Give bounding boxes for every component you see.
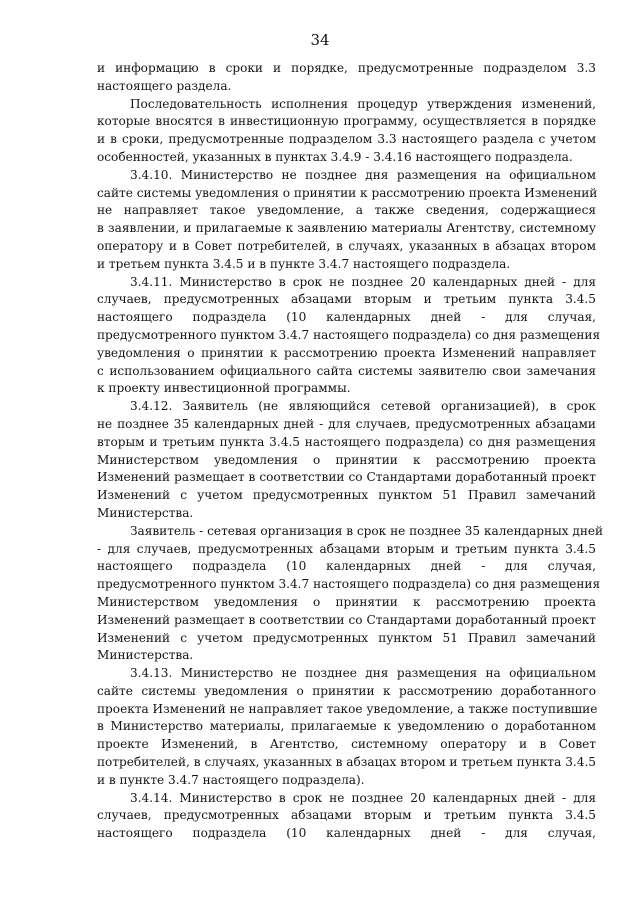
text-line: и в сроки, предусмотренные подразделом 3.3 настоящего раздела с учетом	[97, 132, 596, 147]
text-line: в Министерство материалы, прилагаемые к уведомлению о доработанном	[97, 719, 596, 734]
paragraph	[97, 60, 596, 96]
text-line: не направляет такое уведомление, а также сведения, содержащиеся	[97, 203, 596, 218]
text-line: 3.4.14. Министерство в срок не позднее 20 календарных дней - для	[130, 790, 596, 805]
text-line: 3.4.13. Министерство не позднее дня размещения на официальном	[130, 666, 596, 681]
text-line: настоящего подраздела (10 календарных дней - для случая,	[97, 559, 596, 574]
text-line: настоящего подраздела (10 календарных дней - для случая,	[97, 826, 596, 841]
text-line: Последовательность исполнения процедур утверждения изменений,	[130, 96, 596, 111]
text-line: и в пункте 3.4.7 настоящего подраздела).	[97, 772, 365, 787]
text-line: в заявлении, и прилагаемые к заявлению материалы Агентству, системному	[97, 221, 596, 236]
text-line: настоящего подраздела (10 календарных дней - для случая,	[97, 310, 596, 325]
text-line: Изменений размещает в соответствии со Стандартами доработанный проект	[97, 470, 596, 485]
text-line: сайте системы уведомления о принятии к рассмотрению проекта Изменений	[97, 185, 598, 200]
text-line: Министерства.	[97, 648, 194, 663]
text-line: которые вносятся в инвестиционную программу, осуществляется в порядке	[97, 114, 596, 129]
text-line: Изменений с учетом предусмотренных пунктом 51 Правил замечаний	[97, 488, 596, 503]
text-line: - для случаев, предусмотренных абзацами вторым и третьим пункта 3.4.5	[97, 541, 596, 556]
text-line: особенностей, указанных в пунктах 3.4.9 - 3.4.16 настоящего подраздела.	[97, 149, 573, 164]
paragraph	[97, 398, 596, 523]
document-body	[97, 60, 604, 843]
paragraph	[97, 665, 596, 790]
text-line: Министерством уведомления о принятии к рассмотрению проекта	[97, 452, 596, 467]
text-line: сайте системы уведомления о принятии к рассмотрению доработанного	[97, 683, 596, 698]
text-line: не позднее 35 календарных дней - для случаев, предусмотренных абзацами	[97, 416, 596, 431]
text-line: 3.4.10. Министерство не позднее дня размещения на официальном	[130, 167, 596, 182]
text-line: вторым и третьим пункта 3.4.5 настоящего подраздела) со дня размещения	[97, 434, 596, 449]
paragraph	[97, 523, 604, 665]
text-line: проекте Изменений, в Агентство, системному оператору и в Совет	[97, 737, 596, 752]
text-line: Министерства.	[97, 505, 194, 520]
page-number: 34	[310, 31, 330, 49]
text-line: настоящего раздела.	[97, 78, 232, 93]
text-line: и информацию в сроки и порядке, предусмотренные подразделом 3.3	[97, 61, 596, 75]
text-line: 3.4.12. Заявитель (не являющийся сетевой организацией), в срок	[130, 399, 596, 414]
paragraph	[97, 96, 596, 167]
text-line: Изменений размещает в соответствии со Стандартами доработанный проект	[97, 612, 596, 627]
text-line: к проекту инвестиционной программы.	[97, 381, 351, 396]
text-line: Изменений с учетом предусмотренных пунктом 51 Правил замечаний	[97, 630, 596, 645]
text-line: уведомления о принятии к рассмотрению проекта Изменений направляет	[97, 345, 596, 360]
text-line: Министерством уведомления о принятии к рассмотрению проекта	[97, 594, 596, 609]
text-line: предусмотренного пунктом 3.4.7 настоящего подраздела) со дня размещения	[97, 577, 601, 592]
text-line: оператору и в Совет потребителей, в случаях, указанных в абзацах втором	[97, 238, 596, 253]
paragraph	[97, 790, 596, 843]
text-line: Заявитель - сетевая организация в срок не позднее 35 календарных дней	[130, 523, 604, 538]
text-line: потребителей, в случаях, указанных в абзацах втором и третьем пункта 3.4.5	[97, 755, 596, 770]
paragraph	[97, 167, 596, 274]
text-line: проекта Изменений не направляет такое уведомление, а также поступившие	[97, 701, 598, 716]
text-line: предусмотренного пунктом 3.4.7 настоящего подраздела) со дня размещения	[97, 327, 601, 342]
text-line: 3.4.11. Министерство в срок не позднее 20 календарных дней - для	[130, 274, 596, 289]
text-line: случаев, предусмотренных абзацами вторым и третьим пункта 3.4.5	[97, 292, 596, 307]
paragraph	[97, 274, 601, 399]
text-line: случаев, предусмотренных абзацами вторым и третьим пункта 3.4.5	[97, 808, 596, 823]
text-line: и третьем пункта 3.4.5 и в пункте 3.4.7 настоящего подраздела.	[97, 256, 511, 271]
text-line: с использованием официального сайта системы заявителю свои замечания	[97, 363, 596, 378]
